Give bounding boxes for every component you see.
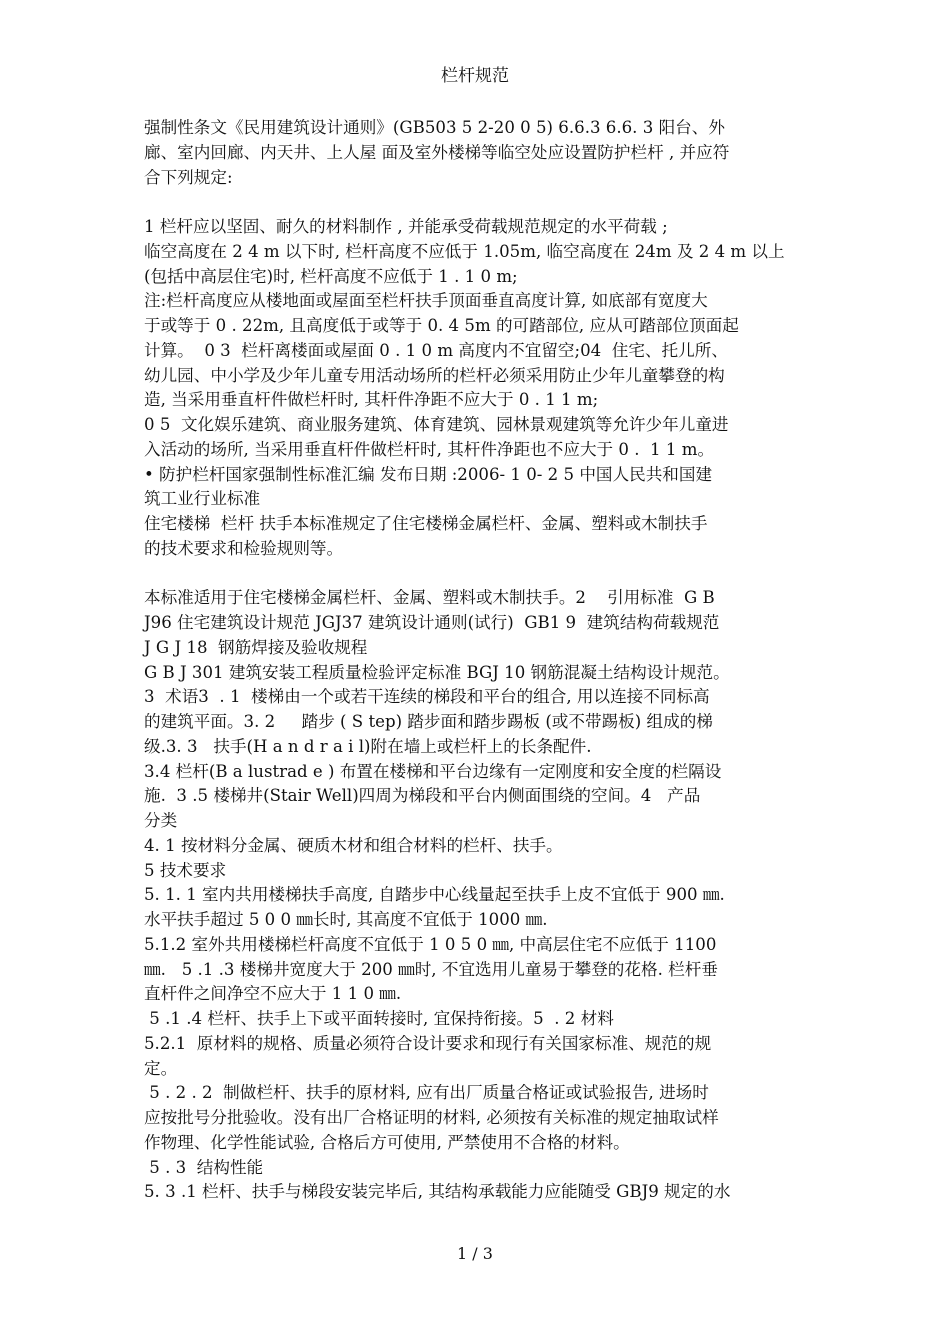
text-line: J G J 18 钢筋焊接及验收规程 bbox=[144, 637, 368, 657]
text-line: 5 . 2 . 2 制做栏杆、扶手的原材料, 应有出厂质量合格证或试验报告, 进场时 bbox=[144, 1083, 709, 1103]
text-line: 作物理、化学性能试验, 合格后方可使用, 严禁使用不合格的材料。 bbox=[144, 1132, 630, 1152]
text-line: 分类 bbox=[144, 811, 178, 830]
text-line: 筑工业行业标准 bbox=[144, 489, 261, 509]
text-line: • 防护栏杆国家强制性标准汇编 发布日期 :2006- 1 0- 2 5 中国人民共和国建 bbox=[144, 464, 713, 484]
text-line: 直杆件之间净空不应大于 1 1 0 ㎜. bbox=[144, 984, 402, 1004]
text-line: 5 . 3 结构性能 bbox=[144, 1157, 264, 1177]
text-line: 入活动的场所, 当采用垂直杆件做栏杆时, 其杆件净距也不应大于 0 . 1 1 m。 bbox=[144, 439, 715, 459]
text-line: 的建筑平面。3. 2 踏步 ( S tep) 踏步面和踏步踢板 (或不带踢板) 组成的梯 bbox=[144, 712, 713, 731]
text-line: 5.1.2 室外共用楼梯栏杆高度不宜低于 1 0 5 0 ㎜, 中高层住宅不应低于 1100 bbox=[144, 934, 717, 954]
text-line: 水平扶手超过 5 0 0 ㎜长时, 其高度不宜低于 1000 ㎜. bbox=[144, 910, 548, 929]
text-line: 1 栏杆应以坚固、耐久的材料制作 , 并能承受荷载规范规定的水平荷载 ; bbox=[144, 217, 668, 236]
text-line: ㎜. 5 .1 .3 楼梯井宽度大于 200 ㎜时, 不宜选用儿童易于攀登的花格. 栏杆垂 bbox=[144, 959, 718, 979]
text-line: G B J 301 建筑安装工程质量检验评定标准 BGJ 10 钢筋混凝土结构设计规范。 bbox=[144, 662, 730, 682]
text-line: 强制性条文《民用建筑设计通则》(GB503 5 2-20 0 5) 6.6.3 6.6. 3 阳台、外 bbox=[144, 118, 725, 137]
text-line: 合下列规定: bbox=[144, 167, 233, 187]
text-line: 定。 bbox=[144, 1058, 178, 1078]
text-line: 临空高度在 2 4 m 以下时, 栏杆高度不应低于 1.05m, 临空高度在 24m 及 2 4 m 以上 bbox=[144, 241, 785, 261]
text-line: 0 5 文化娱乐建筑、商业服务建筑、体育建筑、园林景观建筑等允许少年儿童进 bbox=[144, 415, 729, 434]
text-line: 4. 1 按材料分金属、硬质木材和组合材料的栏杆、扶手。 bbox=[144, 835, 563, 855]
page-number: 1 / 3 bbox=[457, 1244, 493, 1263]
text-line: 住宅楼梯 栏杆 扶手本标准规定了住宅楼梯金属栏杆、金属、塑料或木制扶手 bbox=[144, 514, 708, 533]
text-line: 于或等于 0 . 22m, 且高度低于或等于 0. 4 5m 的可踏部位, 应从可踏部位顶面起 bbox=[144, 316, 739, 335]
text-line: 幼儿园、中小学及少年儿童专用活动场所的栏杆必须采用防止少年儿童攀登的构 bbox=[144, 365, 725, 385]
text-line: 的技术要求和检验规则等。 bbox=[144, 538, 344, 558]
text-line: 应按批号分批验收。没有出厂合格证明的材料, 必须按有关标准的规定抽取试样 bbox=[144, 1108, 719, 1127]
text-line: 5 技术要求 bbox=[144, 860, 227, 880]
text-line: (包括中高层住宅)时, 栏杆高度不应低于 1 . 1 0 m; bbox=[144, 266, 518, 286]
text-line: 级.3. 3 扶手(H a n d r a i l)附在墙上或栏杆上的长条配件. bbox=[144, 736, 592, 756]
text-line: 3.4 栏杆(B a lustrad e ) 布置在楼梯和平台边缘有一定刚度和安全度的栏隔设 bbox=[144, 761, 722, 781]
text-line: 本标准适用于住宅楼梯金属栏杆、金属、塑料或木制扶手。2 引用标准 G B bbox=[144, 588, 715, 608]
document-title: 栏杆规范 bbox=[441, 66, 509, 86]
text-line: 造, 当采用垂直杆件做栏杆时, 其杆件净距不应大于 0 . 1 1 m; bbox=[144, 390, 599, 410]
text-line: 注:栏杆高度应从楼地面或屋面至栏杆扶手顶面垂直高度计算, 如底部有宽度大 bbox=[144, 291, 708, 311]
text-line: 廊、室内回廊、内天井、上人屋 面及室外楼梯等临空处应设置防护栏杆 , 并应符 bbox=[144, 142, 730, 162]
text-line: 3 术语3 . 1 楼梯由一个或若干连续的梯段和平台的组合, 用以连接不同标高 bbox=[144, 687, 710, 707]
text-line: 5 .1 .4 栏杆、扶手上下或平面转接时, 宜保持衔接。5 . 2 材料 bbox=[144, 1009, 614, 1028]
text-line: 计算。 0 3 栏杆离楼面或屋面 0 . 1 0 m 高度内不宜留空;04 住宅、托儿所、 bbox=[144, 340, 728, 360]
text-line: 5.2.1 原材料的规格、质量必须符合设计要求和现行有关国家标准、规范的规 bbox=[144, 1033, 712, 1053]
text-line: 5. 3 .1 栏杆、扶手与梯段安装完毕后, 其结构承载能力应能随受 GBJ9 规定的水 bbox=[144, 1182, 731, 1202]
text-line: J96 住宅建筑设计规范 JGJ37 建筑设计通则(试行) GB1 9 建筑结构荷载规范 bbox=[144, 613, 720, 632]
text-line: 施. 3 .5 楼梯井(Stair Well)四周为梯段和平台内侧面围绕的空间。4 产品 bbox=[144, 786, 701, 806]
text-line: 5. 1. 1 室内共用楼梯扶手高度, 自踏步中心线量起至扶手上皮不宜低于 900 ㎜. bbox=[144, 885, 725, 905]
